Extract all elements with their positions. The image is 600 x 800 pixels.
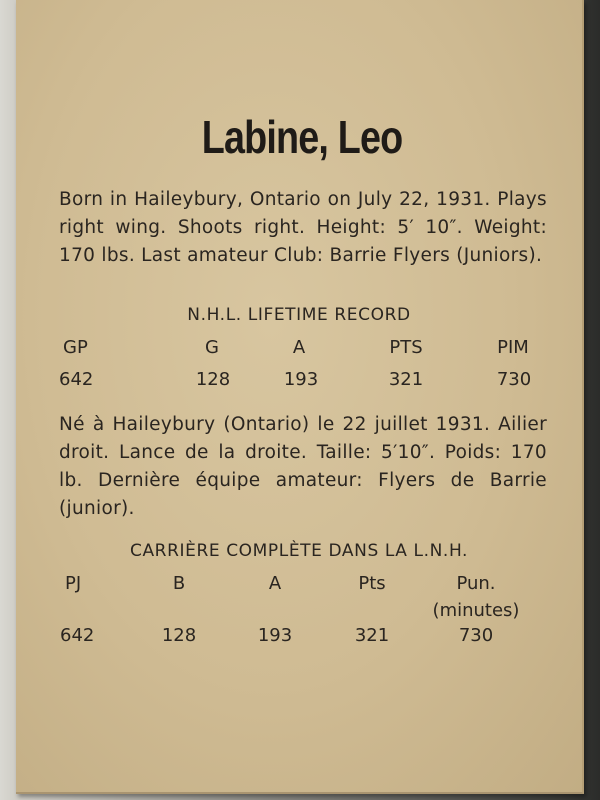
bio-french: Né à Haileybury (Ontario) le 22 juillet 1931. Ailier droit. Lance de la droite. Taille: 5′10″. Poids: 170 lb. Dernière équipe amateur: Flyers de Barrie (junior). — [59, 414, 547, 519]
header-pts-fr: Pts — [358, 573, 386, 594]
value-pts-fr: 321 — [354, 625, 390, 646]
header-pts: PTS — [389, 337, 423, 358]
header-pim: PIM — [497, 337, 529, 358]
value-a: 193 — [283, 369, 319, 390]
header-gp: GP — [63, 337, 88, 358]
header-a-fr: A — [268, 573, 282, 594]
value-b: 128 — [161, 625, 197, 646]
value-g: 128 — [195, 369, 231, 390]
value-gp: 642 — [59, 369, 94, 390]
trading-card-back — [16, 0, 584, 794]
header-b: B — [172, 573, 186, 594]
header-g: G — [205, 337, 219, 358]
value-pun: 730 — [458, 625, 494, 646]
record-title-french: CARRIÈRE COMPLÈTE DANS LA L.N.H. — [129, 541, 469, 561]
header-pj: PJ — [65, 573, 82, 594]
value-pim: 730 — [496, 369, 532, 390]
header-a: A — [292, 337, 306, 358]
value-a-fr: 193 — [257, 625, 293, 646]
record-title-english: N.H.L. LIFETIME RECORD — [187, 305, 411, 325]
value-pts: 321 — [388, 369, 424, 390]
value-pj: 642 — [60, 625, 95, 646]
header-pun-minutes: (minutes) — [432, 600, 520, 621]
bio-english: Born in Haileybury, Ontario on July 22, 1931. Plays right wing. Shoots right. Height: 5′ 10″. Weight: 170 lbs. Last amateur Club: Barrie Flyers (Juniors). — [59, 189, 547, 266]
player-name: Labine, Leo — [201, 111, 403, 163]
header-pun: Pun. — [456, 573, 496, 594]
